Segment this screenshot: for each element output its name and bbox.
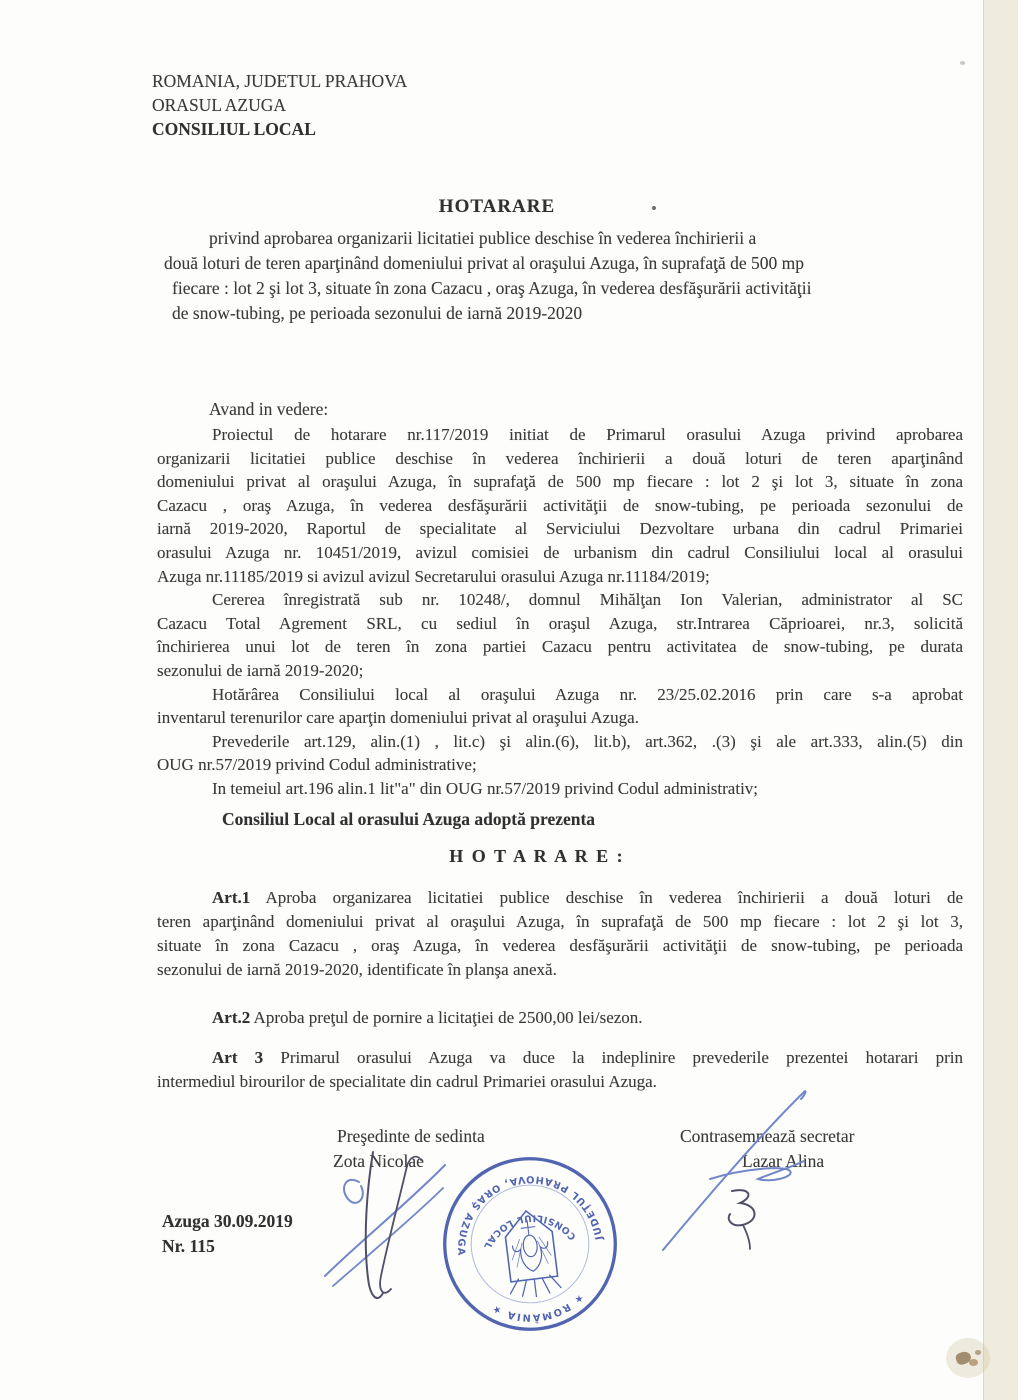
- stamp-county-text: JUDEŢUL PRAHOVA, ORAŞ AZUGA: [454, 1173, 606, 1258]
- article-1: [157, 886, 963, 982]
- footer: [162, 1209, 293, 1259]
- letterhead-council: CONSILIUL LOCAL: [152, 119, 316, 139]
- subtitle-line: de snow-tubing, pe perioada sezonului de iarnă 2019-2020: [172, 303, 583, 323]
- scan-smudge: [975, 1350, 981, 1355]
- article-line: teren aparţinând domeniului privat al oraşului Azuga, în suprafaţă de 500 mp fiecare : lot 2 şi lot 3,: [157, 912, 963, 931]
- article-line: [157, 886, 963, 910]
- preamble-line: organizarii licitatiei publice deschise în vederea închirierii a două loturi de teren aparţinând: [157, 448, 963, 468]
- article-text: Aproba preţul de pornire a licitaţiei de 2500,00 lei/sezon.: [250, 1008, 643, 1027]
- stamp-council-text: CONSILIUL LOCAL: [480, 1212, 579, 1252]
- article-line: sezonului de iarnă 2019-2020, identificate în planşa anexă.: [157, 960, 557, 979]
- preamble-line: OUG nr.57/2019 privind Codul administrative;: [157, 755, 477, 775]
- scan-smudge: [969, 1359, 978, 1366]
- letterhead: [152, 69, 407, 141]
- article-2: [157, 1006, 963, 1030]
- president-role: Preşedinte de sedinta: [337, 1126, 485, 1146]
- article-line: [157, 1046, 963, 1070]
- article-text: Aproba organizarea licitatiei publice deschise în vederea închirierii a două loturi de: [250, 888, 963, 907]
- subtitle-line: două loturi de teren aparţinând domeniului privat al oraşului Azuga, în suprafaţă de 500 mp: [164, 253, 805, 273]
- article-text: Primarul orasului Azuga va duce la indeplinire prevederile prezentei hotarari prin: [263, 1048, 964, 1067]
- document-subtitle: [164, 226, 984, 326]
- preamble: [157, 423, 963, 801]
- preamble-line: Cazacu , oraş Azuga, în vederea desfăşurării activităţii de snow-tubing, pe perioada sezonului de: [157, 495, 963, 515]
- footer-place-date: Azuga 30.09.2019: [162, 1211, 293, 1231]
- scan-edge-strip: [983, 0, 1018, 1400]
- preamble-line: Cererea înregistrată sub nr. 10248/, domnul Mihălţan Ion Valerian, administrator al SC: [212, 590, 963, 610]
- secretary-role: Contrasemnează secretar: [680, 1126, 855, 1146]
- preamble-label: Avand in vedere:: [209, 399, 329, 419]
- letterhead-country: ROMANIA, JUDETUL PRAHOVA: [152, 71, 408, 91]
- letterhead-city: ORASUL AZUGA: [152, 95, 287, 115]
- adoption-line: Consiliul Local al orasului Azuga adoptă prezenta: [222, 809, 596, 829]
- preamble-line: Proiectul de hotarare nr.117/2019 initiat de Primarul orasului Azuga privind aprobarea: [212, 425, 963, 444]
- secretary-name: Lazar Alina: [742, 1151, 825, 1171]
- preamble-line: In temeiul art.196 alin.1 lit"a" din OUG nr.57/2019 privind Codul administrativ;: [212, 778, 759, 798]
- subtitle-line: privind aprobarea organizarii licitatiei publice deschise în vederea închirierii a: [209, 228, 757, 248]
- preamble-line: inventarul terenurilor care aparţin domeniului privat al oraşului Azuga.: [157, 708, 639, 728]
- scan-speck: [960, 61, 965, 65]
- decision-heading: H O T A R A R E :: [449, 846, 625, 866]
- article-line: situate în zona Cazacu , oraş Azuga, în vederea desfăşurării activităţii de snow-tubing, pe perioada: [157, 936, 963, 955]
- preamble-line: orasului Azuga nr. 10451/2019, avizul comisiei de urbanism din cadrul Consiliului local al orasului: [157, 542, 963, 562]
- preamble-line: închirierea unui lot de teren în zona partiei Cazacu pentru activitatea de snow-tubing, pe durata: [157, 637, 963, 657]
- ink-dot: [652, 206, 656, 210]
- footer-number: Nr. 115: [162, 1236, 215, 1256]
- article-line: [157, 1006, 963, 1030]
- article-3: [157, 1046, 963, 1094]
- article-label: Art.2: [212, 1008, 251, 1027]
- secretary-signature: [612, 1083, 842, 1263]
- preamble-line: Azuga nr.11185/2019 si avizul avizul Secretarului orasului Azuga nr.11184/2019;: [157, 566, 710, 586]
- subtitle-line: fiecare : lot 2 şi lot 3, situate în zona Cazacu , oraş Azuga, în vederea desfăşurării activităţii: [172, 278, 812, 298]
- preamble-line: Hotărârea Consiliului local al oraşului Azuga nr. 23/25.02.2016 prin care s-a aprobat: [212, 684, 963, 704]
- preamble-line: iarnă 2019-2020, Raportul de specialitate al Serviciului Dezvoltare urbana din cadrul Primariei: [157, 519, 963, 539]
- document-title: HOTARARE: [438, 196, 556, 217]
- preamble-line: domeniului privat al oraşului Azuga, în suprafaţă de 500 mp fiecare : lot 2 şi lot 3, situate în zona: [157, 472, 963, 492]
- preamble-line: sezonului de iarnă 2019-2020;: [157, 660, 364, 680]
- stamp-country-text: ★ ROMÂNIA ★: [489, 1291, 586, 1323]
- article-label: Art.1: [212, 888, 251, 907]
- preamble-line: Prevederile art.129, alin.(1) , lit.c) şi alin.(6), lit.b), art.362, .(3) şi ale art.333, alin.(5) din: [212, 731, 963, 751]
- president-signature: [315, 1146, 465, 1306]
- president-name: Zota Nicolae: [333, 1151, 424, 1171]
- article-line: intermediul birourilor de specialitate din cadrul Primariei orasului Azuga.: [157, 1072, 657, 1091]
- article-label: Art 3: [212, 1048, 264, 1067]
- preamble-line: Cazacu Total Agrement SRL, cu sediul în oraşul Azuga, str.Intrarea Căprioarei, nr.3, solicită: [157, 613, 963, 633]
